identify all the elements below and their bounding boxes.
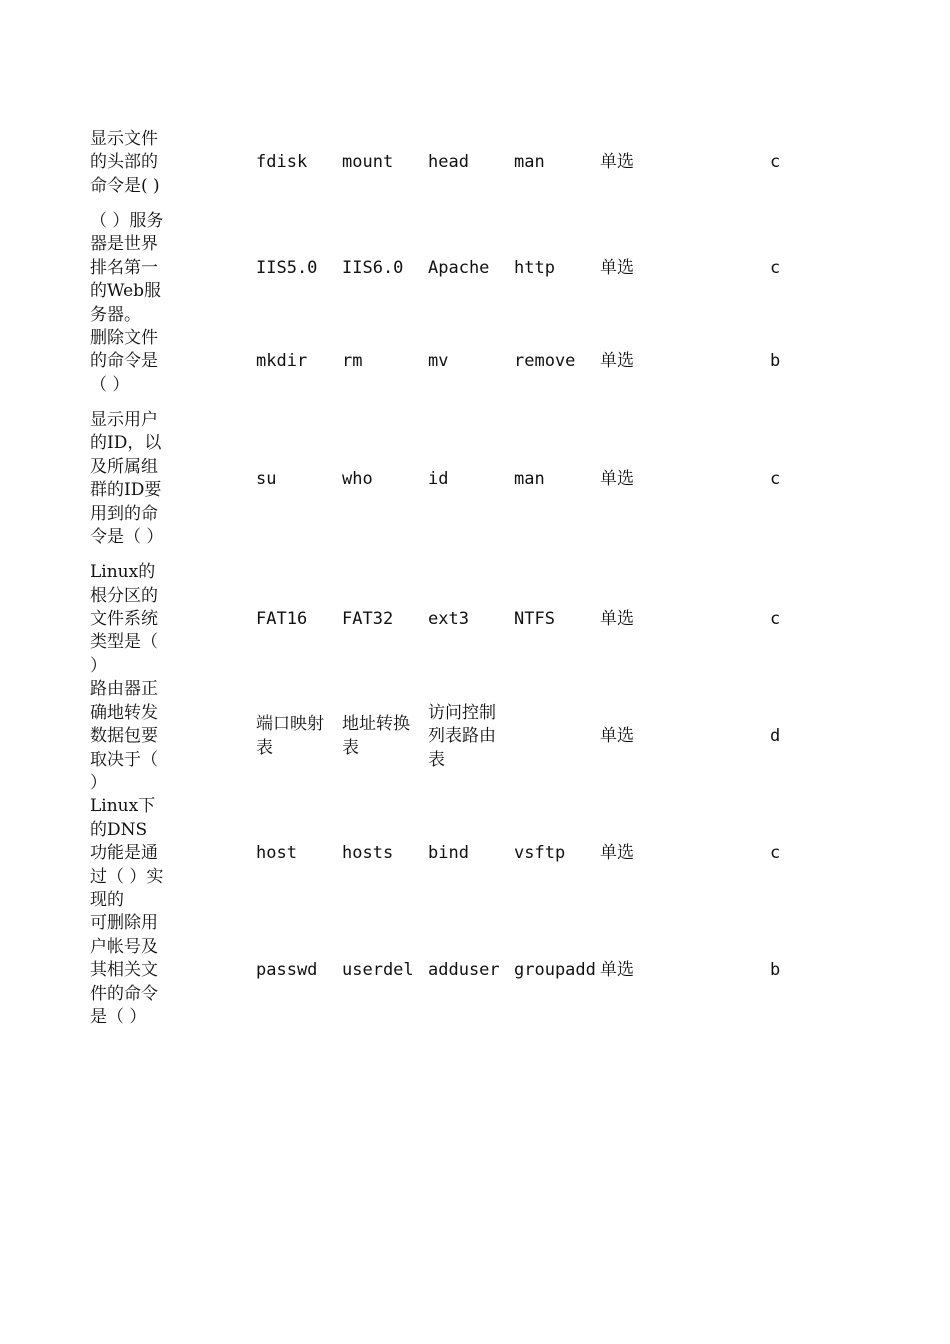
empty-cell — [166, 912, 254, 1029]
answer-cell: b — [770, 960, 781, 981]
empty-cell — [166, 327, 254, 397]
empty-cell — [166, 116, 254, 210]
option-a-cell: fdisk — [256, 152, 308, 173]
table-row — [88, 912, 828, 1029]
option-b-cell: IIS6.0 — [342, 257, 404, 278]
empty-cell — [166, 795, 254, 912]
option-b-cell: mount — [342, 152, 394, 173]
option-c-cell: 访问控制列表路由表 — [428, 702, 496, 770]
answer-cell: c — [770, 152, 781, 173]
option-b-cell: userdel — [342, 960, 414, 981]
answer-cell: b — [770, 351, 781, 372]
question-table — [88, 116, 828, 1029]
question-cell: 路由器正确地转发数据包要取决于（ ） — [90, 679, 158, 793]
empty-cell — [684, 327, 768, 397]
question-cell: 显示文件的头部的命令是( ) — [90, 128, 160, 196]
option-d-cell: http — [514, 257, 555, 278]
option-d-cell: remove — [514, 351, 576, 372]
answer-cell: d — [770, 726, 781, 747]
question-cell: 删除文件的命令是（ ） — [90, 328, 158, 395]
empty-cell — [166, 397, 254, 561]
empty-cell — [166, 210, 254, 327]
option-a-cell: FAT16 — [256, 609, 308, 630]
empty-cell — [684, 678, 768, 795]
question-cell: （ ）服务器是世界排名第一的Web服务器。 — [90, 211, 164, 325]
option-a-cell: host — [256, 843, 297, 864]
option-c-cell: id — [428, 468, 449, 489]
table-row — [88, 210, 828, 327]
table-row — [88, 795, 828, 912]
type-cell: 单选 — [600, 468, 634, 489]
option-a-cell: 端口映射表 — [256, 714, 324, 758]
option-d-cell: NTFS — [514, 609, 555, 630]
option-b-cell: who — [342, 468, 373, 489]
option-a-cell: su — [256, 468, 277, 489]
table-row — [88, 116, 828, 210]
table-row — [88, 327, 828, 397]
option-a-cell: IIS5.0 — [256, 257, 318, 278]
option-c-cell: ext3 — [428, 609, 469, 630]
type-cell: 单选 — [600, 960, 634, 981]
empty-cell — [684, 397, 768, 561]
table-row — [88, 678, 828, 795]
empty-cell — [684, 210, 768, 327]
answer-cell: c — [770, 468, 781, 489]
option-c-cell: adduser — [428, 960, 500, 981]
option-b-cell: hosts — [342, 843, 394, 864]
option-d-cell: man — [514, 152, 545, 173]
empty-cell — [684, 912, 768, 1029]
type-cell: 单选 — [600, 351, 634, 372]
table-row — [88, 397, 828, 561]
option-c-cell: bind — [428, 843, 469, 864]
empty-cell — [684, 795, 768, 912]
option-d-cell: vsftp — [514, 843, 566, 864]
option-b-cell: rm — [342, 351, 363, 372]
option-d-cell: groupadd — [514, 960, 596, 981]
option-c-cell: Apache — [428, 257, 490, 278]
answer-cell: c — [770, 609, 781, 630]
option-a-cell: mkdir — [256, 351, 308, 372]
type-cell: 单选 — [600, 257, 634, 278]
option-b-cell: 地址转换表 — [342, 714, 410, 758]
answer-cell: c — [770, 843, 781, 864]
type-cell: 单选 — [600, 726, 634, 747]
empty-cell — [684, 561, 768, 678]
empty-cell — [684, 116, 768, 210]
option-c-cell: mv — [428, 351, 449, 372]
option-c-cell: head — [428, 152, 469, 173]
empty-cell — [166, 678, 254, 795]
question-cell: Linux的根分区的文件系统类型是（ ） — [90, 562, 158, 676]
option-b-cell: FAT32 — [342, 609, 394, 630]
option-d-cell — [512, 678, 598, 795]
option-d-cell: man — [514, 468, 545, 489]
empty-cell — [166, 561, 254, 678]
table-row — [88, 561, 828, 678]
answer-cell: c — [770, 257, 781, 278]
question-cell: 显示用户的ID，以及所属组群的ID要用到的命令是（ ） — [90, 410, 164, 548]
option-a-cell: passwd — [256, 960, 318, 981]
type-cell: 单选 — [600, 609, 634, 630]
type-cell: 单选 — [600, 152, 634, 173]
question-cell: 可删除用户帐号及其相关文件的命令是（ ） — [90, 913, 158, 1027]
type-cell: 单选 — [600, 843, 634, 864]
question-cell: Linux下的DNS功能是通过（ ）实现的 — [90, 796, 164, 910]
